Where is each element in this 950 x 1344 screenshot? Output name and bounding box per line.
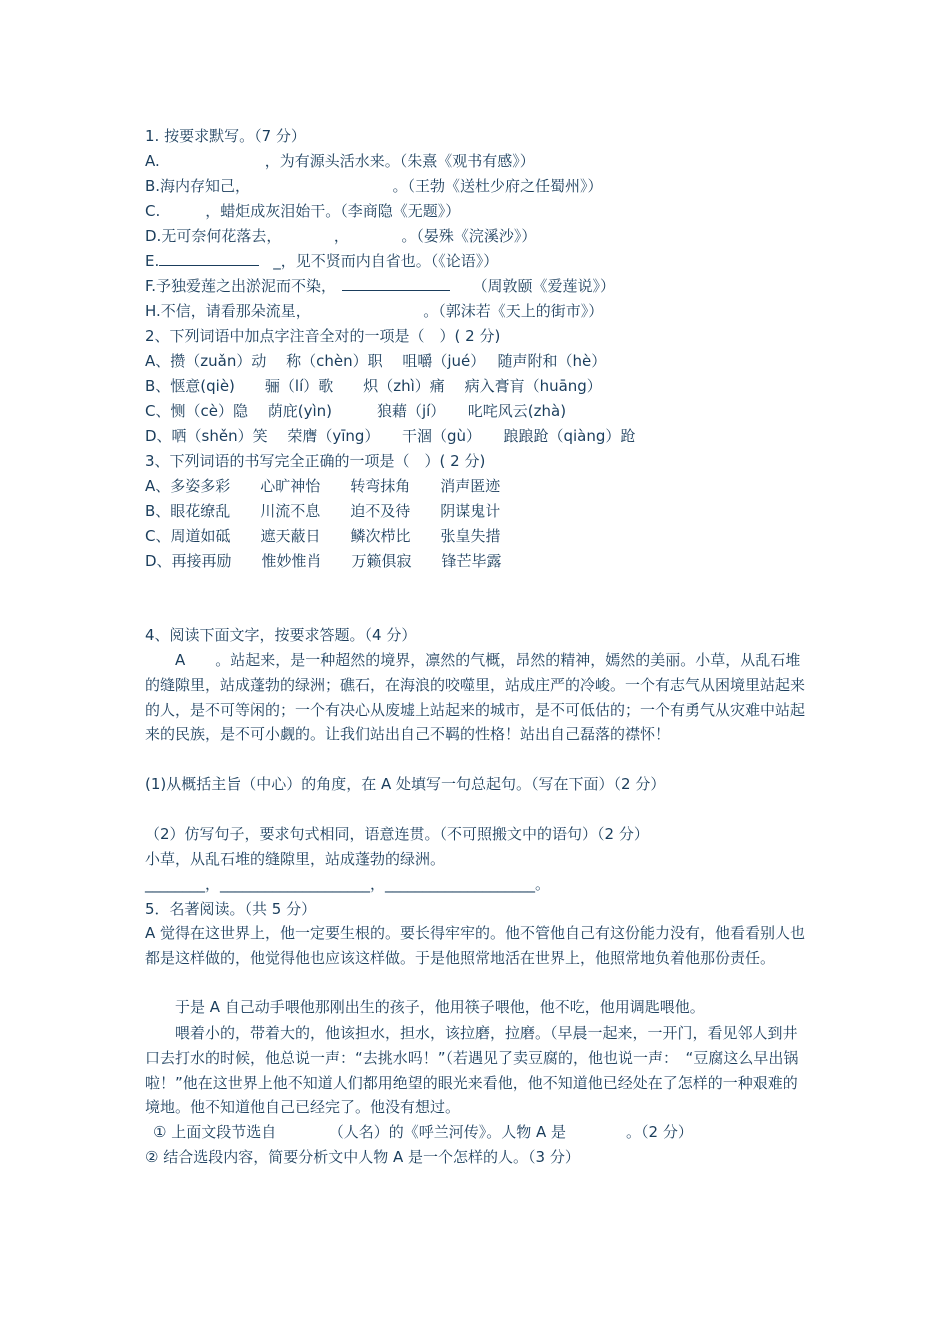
q1-title: 1. 按要求默写。（7 分） <box>145 127 306 145</box>
q1-item-f-suffix: （周敦颐《爱莲说》） <box>450 277 616 295</box>
q4-subquestion-1: (1)从概括主旨（中心）的角度，在 A 处填写一句总起句。（写在下面）（2 分） <box>145 775 666 793</box>
q1-item-e-prefix: E. <box>145 252 160 270</box>
q1-item-f <box>145 276 615 296</box>
q2-option-a: A、攒（zuǎn）动 称（chèn）职 咀嚼（jué） 随声附和（hè） <box>145 352 607 370</box>
q3-option-c: C、周道如砥 遮天蔽日 鳞次栉比 张皇失措 <box>145 527 501 545</box>
q4-passage: A 。站起来，是一种超然的境界，凛然的气概，昂然的精神，嫣然的美丽。小草，从乱石堆的缝隙里，站成蓬勃的绿洲；礁石，在海浪的咬噬里，站成庄严的冷峻。一个有志气从困境里站起来的人，是不可等闲的；一个有决心从废墟上站起来的城市，是不可低估的；一个有勇气从灾难中站起来的民族，是不可小觑的。让我们站出自己不羁的性格！站出自己磊落的襟怀！ <box>145 651 806 744</box>
q1-item-h: H.不信，请看那朵流星， 。（郭沫若《天上的街市》） <box>145 302 604 320</box>
q4-subquestion-2: （2）仿写句子，要求句式相同，语意连贯。（不可照搬文中的语句）（2 分） <box>145 825 649 843</box>
q5-paragraph-1: A 觉得在这世界上，他一定要生根的。要长得牢牢的。他不管他自己有这份能力没有，他看看别人也都是这样做的，他觉得他也应该这样做。于是他照常地活在世界上，他照常地负着他那份责任。 <box>145 924 806 967</box>
q2-option-c: C、恻（cè）隐 荫庇(yìn) 狼藉（jí） 叱咤风云(zhà) <box>145 402 567 420</box>
q5-title: 5．名著阅读。（共 5 分） <box>145 900 317 918</box>
q1-item-c: C. ，蜡炬成灰泪始干。（李商隐《无题》） <box>145 202 461 220</box>
q5-subquestion-2: ② 结合选段内容，简要分析文中人物 A 是一个怎样的人。（3 分） <box>145 1148 580 1166</box>
answer-blank <box>159 251 259 266</box>
q3-option-d: D、再接再励 惟妙惟肖 万籁俱寂 锋芒毕露 <box>145 552 502 570</box>
q5-paragraph-2: 于是 A 自己动手喂他那刚出生的孩子，他用筷子喂他，他不吃，他用调匙喂他。 <box>175 998 705 1016</box>
q5-subquestion-1: ① 上面文段节选自 （人名）的《呼兰河传》。人物 A 是 。（2 分） <box>153 1123 693 1141</box>
q4-title: 4、阅读下面文字，按要求答题。（4 分） <box>145 626 417 644</box>
q1-item-b: B.海内存知己， 。（王勃《送杜少府之任蜀州》） <box>145 177 603 195</box>
q5-paragraph-3: 喂着小的，带着大的，他该担水，担水，该拉磨，拉磨。（早晨一起来，一开门，看见邻人到井口去打水的时候，他总说一声：“去挑水吗！”（若遇见了卖豆腐的，他也说一声： “豆腐这么早出锅啦！”他在这世界上他不知道人们都用绝望的眼光来看他，他不知道他已经处在了怎样的一种艰难的境地。他不知道他自己已经完了。他没有想过。 <box>145 1024 799 1117</box>
q4-example-sentence: 小草，从乱石堆的缝隙里，站成蓬勃的绿洲。 <box>145 850 446 868</box>
q2-option-b: B、惬意(qiè) 骊（lí）歌 炽（zhì）痛 病入膏肓（huāng） <box>145 377 602 395</box>
q4-answer-blanks: ________，____________________，____________________。 <box>145 875 551 893</box>
q1-item-e-suffix: _，见不贤而内自省也。（《论语》） <box>273 252 499 270</box>
answer-blank <box>342 276 450 291</box>
q1-item-a: A. ，为有源头活水来。（朱熹《观书有感》） <box>145 152 535 170</box>
q3-option-b: B、眼花缭乱 川流不息 迫不及待 阴谋鬼计 <box>145 502 501 520</box>
q2-option-d: D、哂（shěn）笑 荣膺（yīng） 干涸（gù） 踉踉跄（qiàng）跄 <box>145 427 636 445</box>
q1-item-f-prefix: F.予独爱莲之出淤泥而不染， <box>145 277 336 295</box>
q3-title: 3、下列词语的书写完全正确的一项是（ ）( 2 分) <box>145 452 486 470</box>
q3-option-a: A、多姿多彩 心旷神怡 转弯抹角 消声匿迹 <box>145 477 501 495</box>
q1-item-d: D.无可奈何花落去， ， 。（晏殊《浣溪沙》） <box>145 227 537 245</box>
q1-item-e <box>145 251 498 271</box>
q2-title: 2、下列词语中加点字注音全对的一项是（ ）( 2 分) <box>145 327 501 345</box>
